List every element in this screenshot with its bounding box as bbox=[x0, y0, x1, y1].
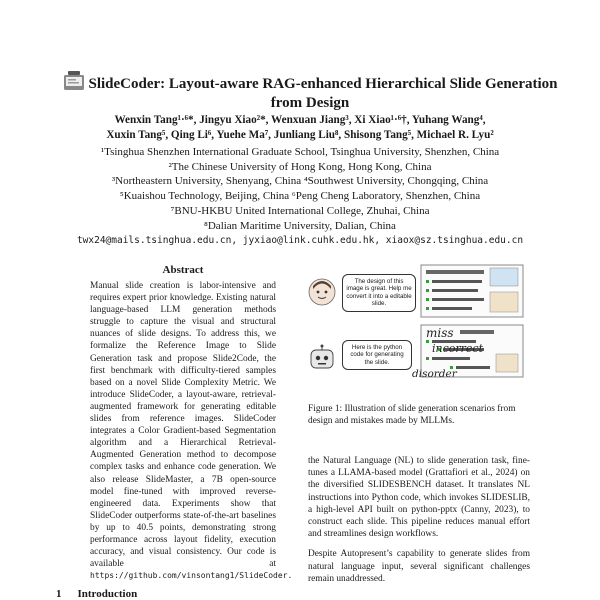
affiliation-line: ⁷BNU-HKBU United International College, Zhuhai, China bbox=[170, 204, 430, 217]
affiliations bbox=[20, 145, 580, 233]
section-number: 1 bbox=[56, 588, 62, 600]
author-list bbox=[20, 113, 580, 143]
author-emails: twx24@mails.tsinghua.edu.cn, jyxiao@link.cuhk.edu.hk, xiaox@sz.tsinghua.edu.cn bbox=[76, 235, 524, 246]
affiliation-line: ³Northeastern University, Shenyang, China ⁴Southwest University, Chongqing, China bbox=[111, 175, 489, 188]
title-text: SlideCoder: Layout-aware RAG-enhanced Hierarchical Slide Generation from Design bbox=[88, 76, 558, 111]
affiliation-line: ²The Chinese University of Hong Kong, Hong Kong, China bbox=[168, 160, 432, 173]
body-paragraph: the Natural Language (NL) to slide generation task, fine-tunes a LLAMA-based model (Grattafiori et al., 2024) on the diversified SLIDESBENCH dataset. It translates NL instructions into Python code, which invokes SLIDESLIB, a high-level API built on python-pptx (Canny, 2023), to construct each slide. This pipeline reduces manual effort and streamlines design workflows. bbox=[308, 456, 530, 540]
slide-logo-icon bbox=[63, 70, 85, 92]
section-title: Introduction bbox=[77, 588, 138, 600]
authors-line-2: Xuxin Tang⁵, Qing Li⁶, Yuehe Ma⁷, Junliang Liu⁸, Shisong Tang⁵, Michael R. Lyu² bbox=[106, 129, 494, 141]
affiliation-line: ⁵Kuaishou Technology, Beijing, China ⁶Peng Cheng Laboratory, Shenzhen, China bbox=[119, 190, 481, 203]
affiliation-line: ⁸Dalian Maritime University, Dalian, China bbox=[204, 219, 396, 232]
authors-line-1: Wenxin Tang¹·⁶*, Jingyu Xiao²*, Wenxuan Jiang³, Xi Xiao¹·⁶†, Yuhang Wang⁴, bbox=[114, 114, 486, 126]
miss-label: miss bbox=[426, 326, 454, 340]
reference-slide-icon bbox=[420, 264, 524, 318]
affiliation-line: ¹Tsinghua Shenzhen International Graduate School, Tsinghua University, Shenzhen, China bbox=[100, 146, 500, 158]
intro-body bbox=[308, 455, 530, 593]
model-reply-bubble: Here is the python code for generating the slide. bbox=[342, 340, 412, 370]
abstract-text: Manual slide creation is labor-intensive and requires expert prior knowledge. Existing natural language-based LLM generation methods struggle to capture the visual and structural nuances of slide designs. To address this, we formalize the Reference Image to Slide Generation task and propose Slide2Code, the first benchmark with difficulty-tiered samples based on a novel Slide Complexity Metric. We introduce SlideCoder, a layout-aware, retrieval-augmented framework for generating editable slides from reference images. SlideCoder integrates a Color Gradient-based Segmentation algorithm and a Hierarchical Retrieval-Augmented Generation method to decompose complex tasks and enhance code generation. We also release SlideMaster, a 7B open-source model fine-tuned with improved reverse-engineered data. Experiments show that SlideCoder outperforms state-of-the-art baselines by up to 40.5 points, demonstrating strong performance across layout fidelity, execution accuracy, and visual consistency. Our code is available at bbox=[90, 281, 276, 570]
figure-1 bbox=[308, 260, 526, 378]
paper-title bbox=[60, 70, 560, 113]
disorder-label: disorder bbox=[412, 368, 457, 380]
user-avatar-icon bbox=[308, 278, 336, 306]
user-request-bubble: The design of this image is great. Help me convert it into a editable slide. bbox=[342, 274, 416, 312]
robot-avatar-icon bbox=[308, 344, 336, 372]
section-heading bbox=[56, 588, 153, 600]
abstract-heading: Abstract bbox=[162, 264, 204, 276]
abstract-body bbox=[90, 280, 293, 582]
body-paragraph: Despite Autopresent’s capability to generate slides from natural language input, several significant challenges remain unaddressed. bbox=[308, 549, 530, 584]
code-link[interactable]: https://github.com/vinsontang1/SlideCoder. bbox=[90, 571, 293, 581]
incorrect-label: incorrect bbox=[432, 342, 483, 355]
figure-caption: Figure 1: Illustration of slide generation scenarios from design and mistakes made by MLLMs. bbox=[308, 404, 516, 427]
